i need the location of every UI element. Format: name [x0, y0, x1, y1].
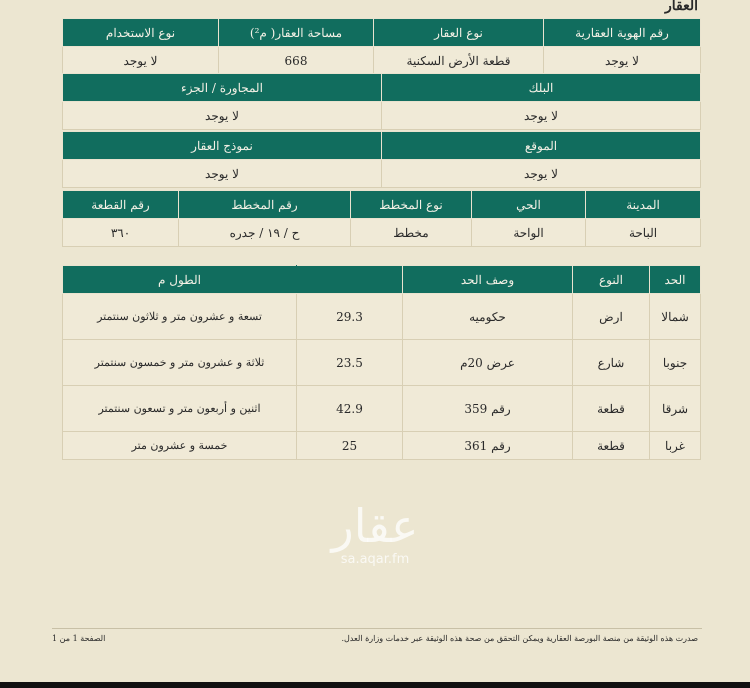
side: شرقا: [650, 386, 701, 432]
boundaries-table: [62, 265, 701, 460]
value-area: 668: [219, 47, 374, 75]
bottom-bar: [0, 682, 750, 688]
description: حكوميه: [403, 294, 573, 340]
value-property-model: لا يوجد: [63, 160, 382, 188]
type: ارض: [573, 294, 650, 340]
header-side: الحد: [650, 266, 701, 294]
value-neighborhood-part: لا يوجد: [63, 102, 382, 130]
table-row: [63, 432, 701, 460]
length-words: خمسة و عشرون متر: [63, 432, 297, 460]
page-number: الصفحة 1 من 1: [52, 634, 106, 643]
header-block: البلك: [382, 74, 701, 102]
description: رقم 361: [403, 432, 573, 460]
header-city: المدينة: [586, 191, 701, 219]
type: قطعة: [573, 432, 650, 460]
length: 29.3: [297, 294, 403, 340]
table-row: [63, 340, 701, 386]
header-length: الطول م: [63, 266, 297, 294]
header-plot-number: رقم القطعة: [63, 191, 179, 219]
length-words: تسعة و عشرون متر و ثلاثون سنتمتر: [63, 294, 297, 340]
property-table-plan: [62, 190, 701, 247]
side: جنوبا: [650, 340, 701, 386]
property-table-block: [62, 73, 701, 130]
length-words: اثنين و أربعون متر و تسعون سنتمتر: [63, 386, 297, 432]
length-words: ثلاثة و عشرون متر و خمسون سنتمتر: [63, 340, 297, 386]
value-plan-type: مخطط: [351, 219, 472, 247]
header-plan-type: نوع المخطط: [351, 191, 472, 219]
value-district: الواحة: [472, 219, 586, 247]
header-property-id: رقم الهوية العقارية: [544, 19, 701, 47]
header-blank: [297, 266, 403, 294]
value-location: لا يوجد: [382, 160, 701, 188]
header-plan-number: رقم المخطط: [179, 191, 351, 219]
header-type: النوع: [573, 266, 650, 294]
length: 23.5: [297, 340, 403, 386]
header-district: الحي: [472, 191, 586, 219]
value-property-type: قطعة الأرض السكنية: [374, 47, 544, 75]
property-table-main: [62, 18, 701, 75]
length: 42.9: [297, 386, 403, 432]
header-neighborhood-part: المجاورة / الجزء: [63, 74, 382, 102]
value-plan-number: ح / ١٩ / جدره: [179, 219, 351, 247]
description: عرض 20م: [403, 340, 573, 386]
description: رقم 359: [403, 386, 573, 432]
length: 25: [297, 432, 403, 460]
type: قطعة: [573, 386, 650, 432]
type: شارع: [573, 340, 650, 386]
value-block: لا يوجد: [382, 102, 701, 130]
header-usage-type: نوع الاستخدام: [63, 19, 219, 47]
value-property-id: لا يوجد: [544, 47, 701, 75]
table-row: [63, 386, 701, 432]
header-property-type: نوع العقار: [374, 19, 544, 47]
watermark-logo-text: عقار: [331, 499, 419, 553]
header-description: وصف الحد: [403, 266, 573, 294]
header-area: مساحة العقار( م²): [219, 19, 374, 47]
header-property-model: نموذج العقار: [63, 132, 382, 160]
header-location: الموقع: [382, 132, 701, 160]
value-plot-number: ٣٦٠: [63, 219, 179, 247]
footer-note: صدرت هذه الوثيقة من منصة البورصة العقارية ويمكن التحقق من صحة هذه الوثيقة عبر خدمات وزارة العدل.: [341, 634, 698, 643]
value-city: الباحة: [586, 219, 701, 247]
property-table-location: [62, 131, 701, 188]
watermark-url: sa.aqar.fm: [340, 552, 410, 567]
footer-divider: [52, 628, 702, 629]
value-usage-type: لا يوجد: [63, 47, 219, 75]
side: غربا: [650, 432, 701, 460]
table-row: [63, 294, 701, 340]
section-title: العقار: [664, 0, 698, 14]
side: شمالا: [650, 294, 701, 340]
watermark-logo: [300, 500, 450, 568]
